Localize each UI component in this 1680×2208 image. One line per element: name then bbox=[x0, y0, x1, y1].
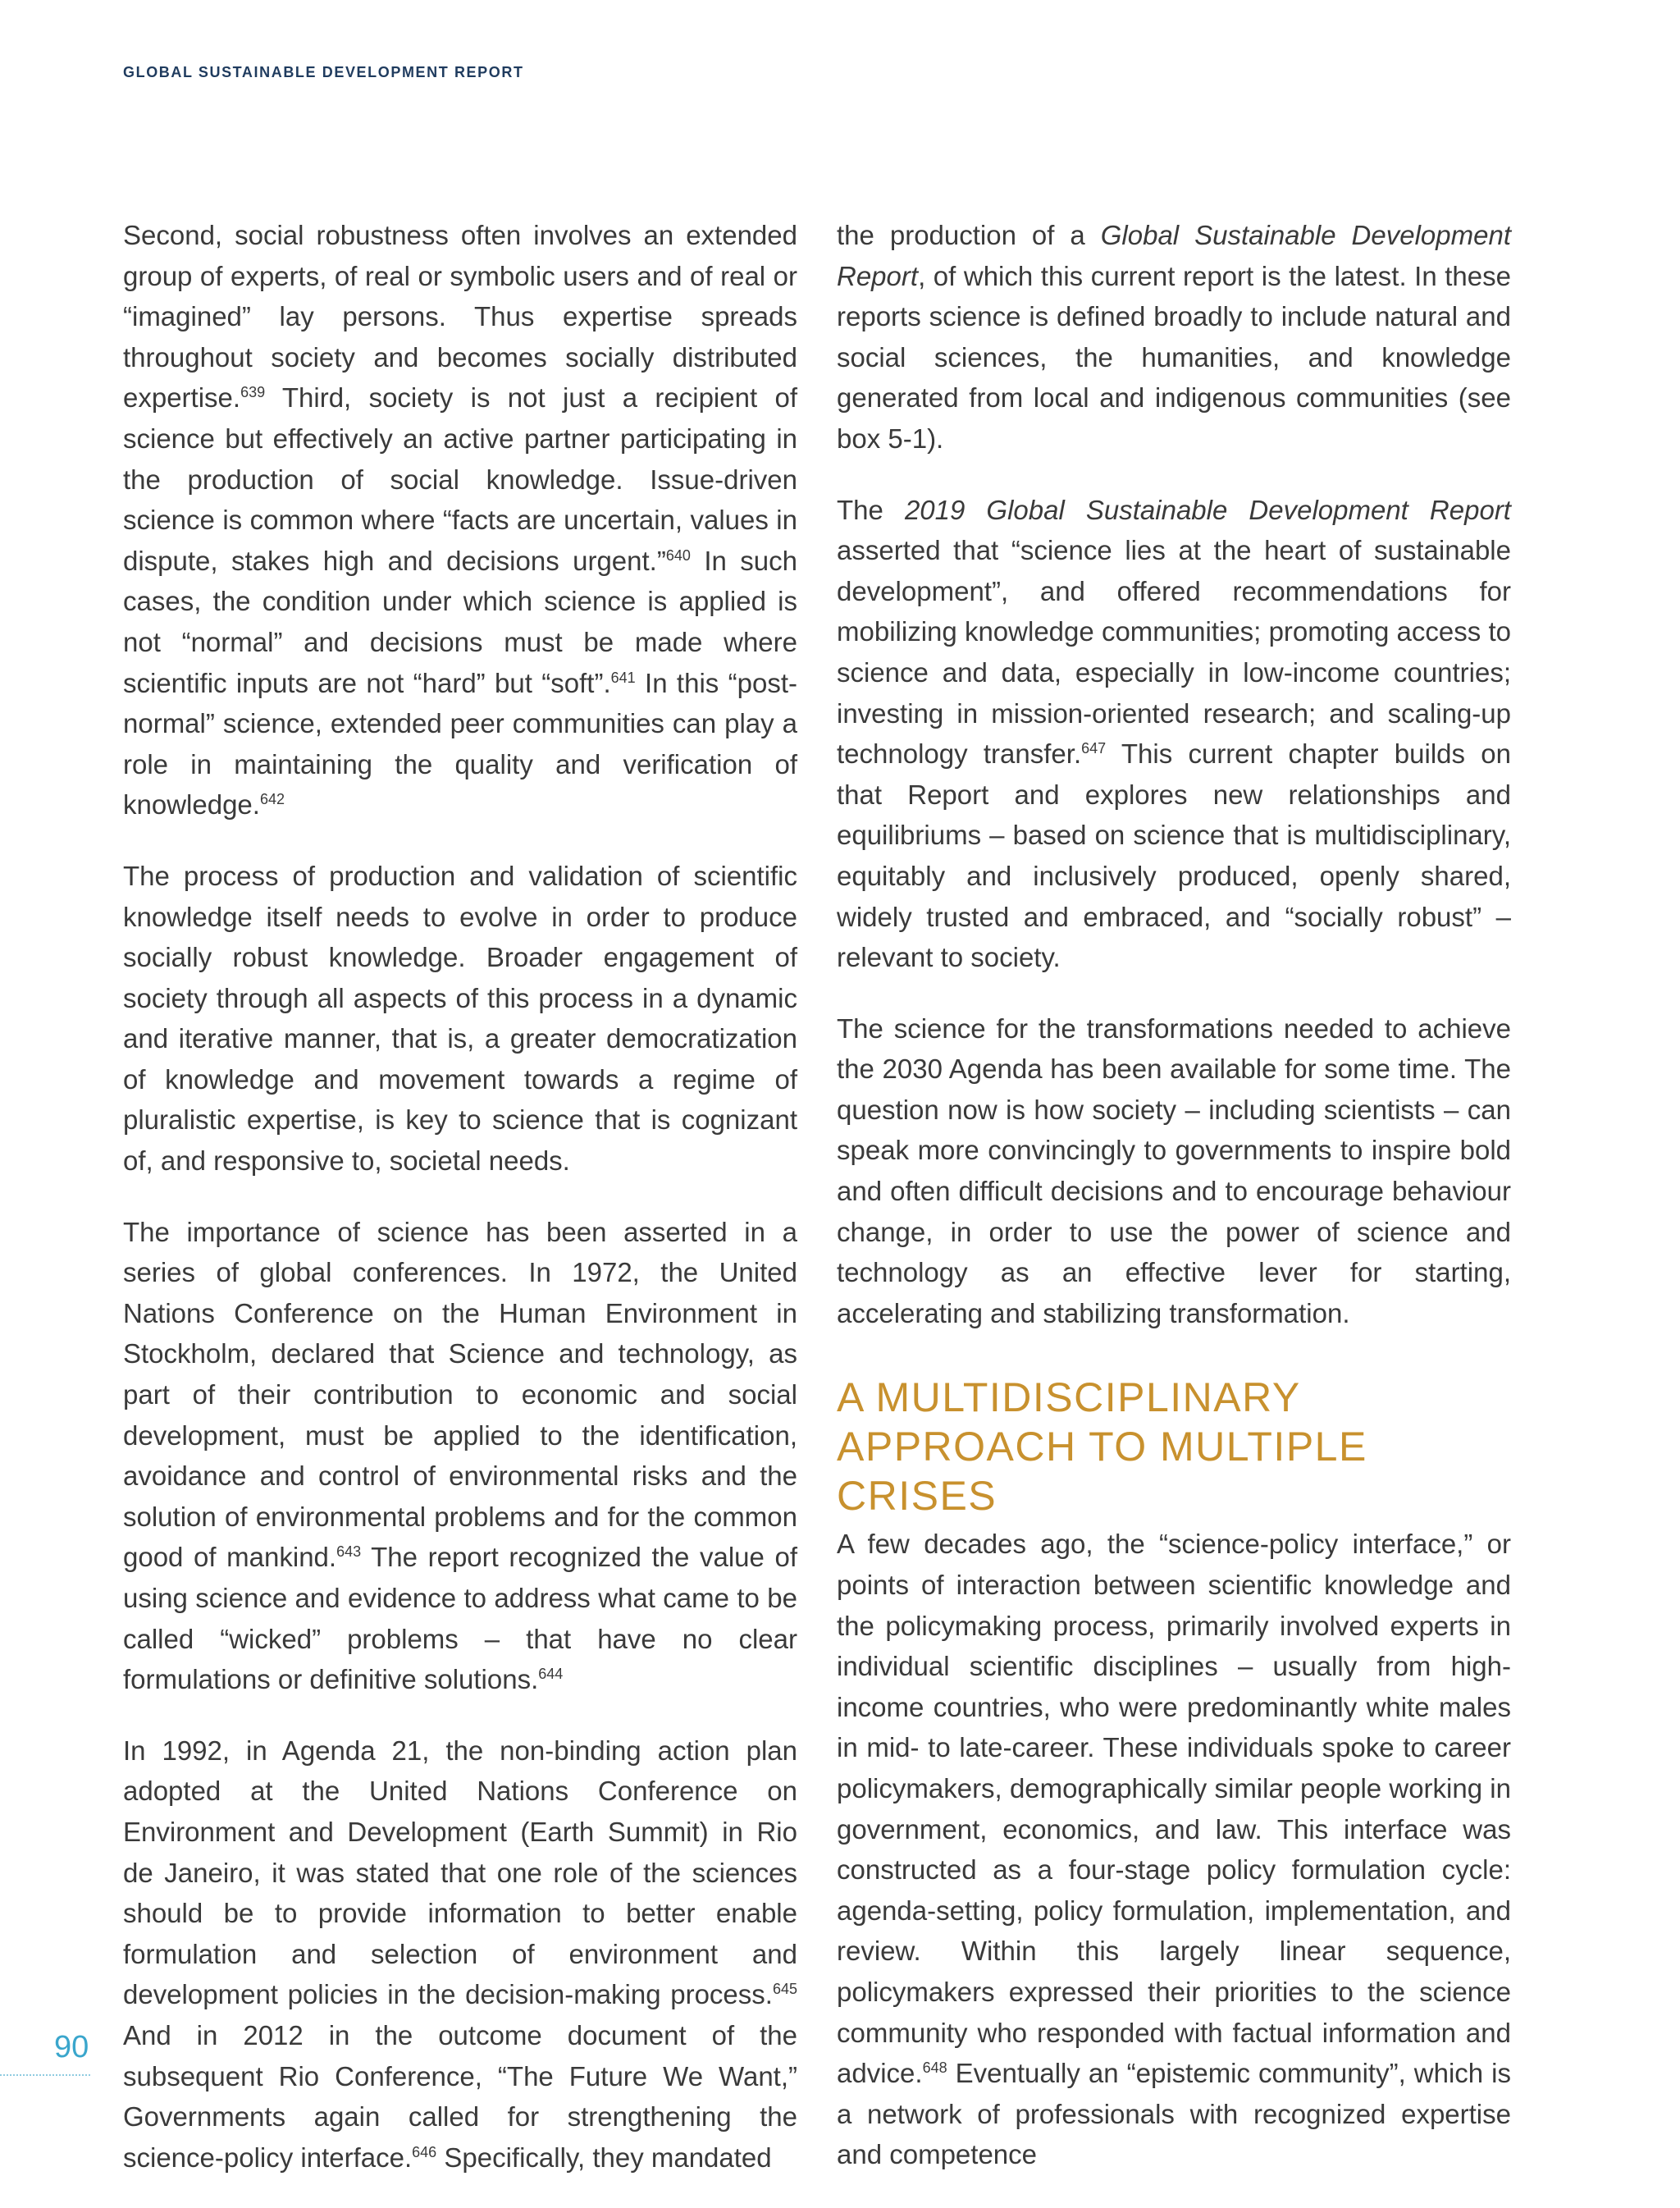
paragraph-production-validation: The process of production and validation of scientific knowledge itself needs to evolve in order to produce socially robust knowledge. Broader engagement of society through all aspects of this process in a dynamic and iterative manner, that is, a greater democratization of knowledge and movement towards a regime of pluralistic expertise, is key to science that is cognizant of, and responsive to, societal needs. bbox=[123, 860, 797, 1177]
page-number: 90 bbox=[54, 2030, 89, 2064]
footnote-ref-646[interactable]: 646 bbox=[412, 2143, 437, 2160]
text-span: the production of a bbox=[837, 220, 1101, 250]
paragraph-agenda-21 bbox=[123, 1730, 797, 2178]
paragraph-science-policy-interface bbox=[837, 1524, 1511, 2175]
paragraph-2019-gsdr bbox=[837, 490, 1511, 978]
text-span: Specifically, they mandated bbox=[436, 2142, 772, 2173]
footnote-ref-647[interactable]: 647 bbox=[1081, 740, 1107, 757]
paragraph-importance-of-science bbox=[123, 1212, 797, 1700]
page-number-rule bbox=[0, 2074, 90, 2076]
text-span: The bbox=[837, 494, 905, 525]
paragraph-social-robustness bbox=[123, 215, 797, 825]
running-header: GLOBAL SUSTAINABLE DEVELOPMENT REPORT bbox=[123, 64, 524, 80]
paragraph-gsdr-production bbox=[837, 215, 1511, 459]
footnote-ref-640[interactable]: 640 bbox=[665, 546, 691, 564]
text-span: And in 2012 in the outcome document of the subsequent Rio Conference, “The Future We Want,” Governments again called for strengthening the science-policy interface. bbox=[123, 2019, 797, 2173]
footnote-ref-639[interactable]: 639 bbox=[240, 384, 266, 401]
text-span: asserted that “science lies at the heart of sustainable development”, and offered recommendations for mobilizing knowledge communities; promoting access to science and data, especially in low-income countries; investing in mission-oriented research; and scaling-up technology transfer. bbox=[837, 535, 1511, 770]
footnote-ref-643[interactable]: 643 bbox=[336, 1543, 362, 1561]
text-span: In this “post-normal” science, extended peer communities can play a role in maintaining the quality and verification of knowledge. bbox=[123, 667, 798, 821]
footnote-ref-642[interactable]: 642 bbox=[259, 791, 285, 808]
right-column bbox=[837, 215, 1511, 2206]
text-span: The importance of science has been asserted in a series of global conferences. In 1972, the United Nations Conference on the Human Environment in Stockholm, declared that Science and technology, as part of their contribution to economic and social development, must be applied to the identification, avoidance and control of environmental risks and the solution of environmental problems and for the common good of mankind. bbox=[123, 1216, 797, 1573]
text-span: A few decades ago, the “science-policy interface,” or points of interaction between scientific knowledge and the policymaking process, primarily involved experts in individual scientific disciplines – usually from high-income countries, who were predominantly white males in mid- to late-career. These individuals spoke to career policymakers, demographically similar people working in government, economics, and law. This interface was constructed as a four-stage policy formulation cycle: agenda-setting, policy formulation, implementation, and review. Within this largely linear sequence, policymakers expressed their priorities to the science community who responded with factual information and advice. bbox=[837, 1529, 1511, 2089]
text-span: The report recognized the value of using science and evidence to address what came to be called “wicked” problems – that have no clear formulations or definitive solutions. bbox=[123, 1542, 797, 1695]
text-span: Eventually an “epistemic community”, which is a network of professionals with recognized expertise and competence bbox=[837, 2058, 1511, 2170]
text-span: This current chapter builds on that Report and explores new relationships and equilibriums – based on science that is multidisciplinary, equitably and inclusively produced, openly shared, widely trusted and embraced, and “socially robust” – relevant to society. bbox=[837, 738, 1511, 973]
text-span: Second, social robustness often involves an extended group of experts, of real or symbolic users and of real or “imagined” lay persons. Thus expertise spreads throughout society and becomes socially distributed expertise. bbox=[123, 220, 797, 414]
footnote-ref-645[interactable]: 645 bbox=[772, 1981, 797, 1998]
report-title-italic: 2019 Global Sustainable Development Report bbox=[904, 494, 1511, 525]
paragraph-science-for-transformations: The science for the transformations needed to achieve the 2030 Agenda has been available for some time. The question now is how society – including scientists – can speak more convincingly to governments to inspire bold and often difficult decisions and to encourage behaviour change, in order to use the power of science and technology as an effective lever for starting, accelerating and stabilizing transformation. bbox=[837, 1013, 1511, 1328]
footnote-ref-644[interactable]: 644 bbox=[538, 1666, 564, 1683]
text-span: , of which this current report is the latest. In these reports science is defined broadly to include natural and social sciences, the humanities, and knowledge generated from local and indigenous communities (see box 5-1). bbox=[837, 260, 1511, 454]
text-span: In 1992, in Agenda 21, the non-binding action plan adopted at the United Nations Conference on Environment and Development (Earth Summit) in Rio de Janeiro, it was stated that one role of the sciences should be to provide information to better enable formulation and selection of environment and development policies in the decision-making process. bbox=[123, 1735, 797, 2010]
report-title-italic: Global Sustainable Development Report bbox=[837, 220, 1511, 291]
footnote-ref-641[interactable]: 641 bbox=[610, 669, 636, 686]
footnote-ref-648[interactable]: 648 bbox=[922, 2059, 947, 2077]
text-span: Third, society is not just a recipient of science but effectively an active partner participating in the production of social knowledge. Issue-driven science is common where “facts are uncertain, values in dispute, stakes high and decisions urgent.” bbox=[123, 382, 797, 576]
section-heading: A MULTIDISCIPLINARY APPROACH TO MULTIPLE CRISES bbox=[837, 1374, 1367, 1520]
text-span: In such cases, the condition under which science is applied is not “normal” and decisions must be made where scientific inputs are not “hard” but “soft”. bbox=[123, 545, 797, 698]
left-column bbox=[123, 215, 797, 2208]
